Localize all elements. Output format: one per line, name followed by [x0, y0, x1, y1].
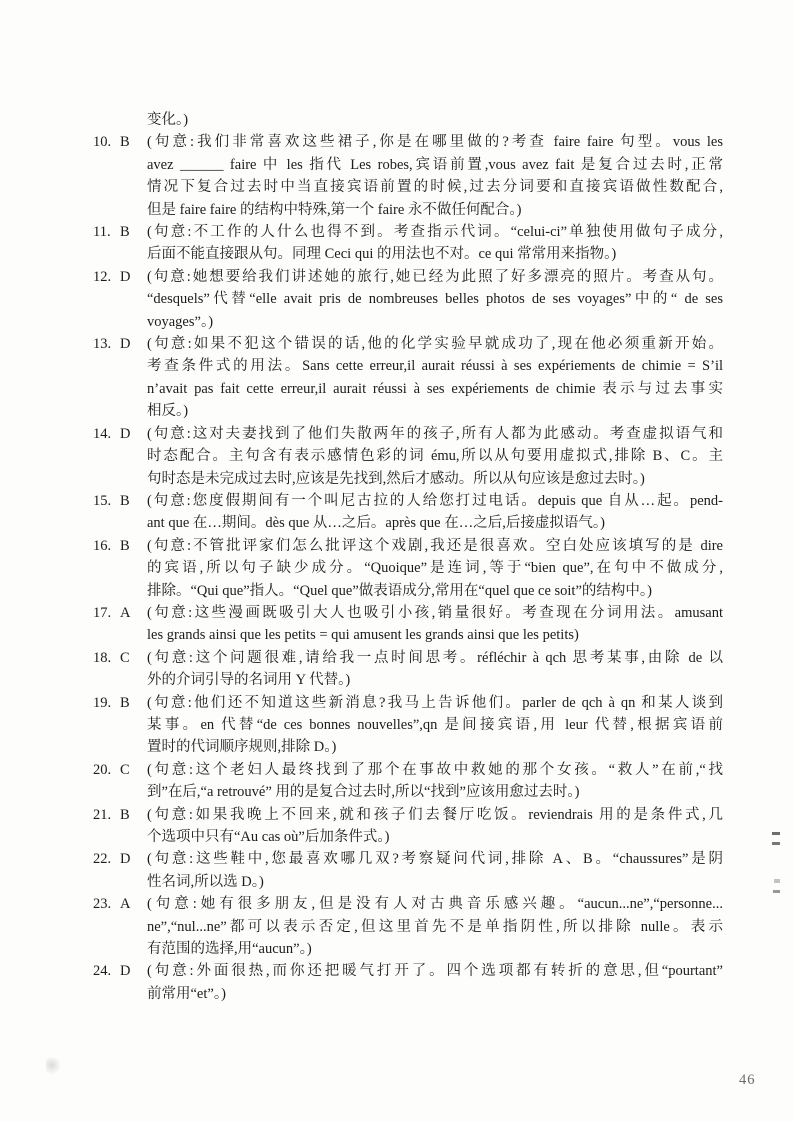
answer-letter: A	[120, 604, 131, 621]
question-number: 11.	[93, 224, 111, 241]
answer-letter: D	[120, 425, 131, 442]
explanation-line: 相反。)	[147, 403, 189, 420]
answer-letter: D	[120, 268, 131, 285]
answer-letter: D	[120, 336, 131, 353]
explanation-line: 时态配合。主句含有表示感情色彩的词 ému,所以从句要用虚拟式,排除 B、C。主	[147, 448, 723, 465]
answer-item-explanation	[147, 692, 723, 759]
explanation-line: 的宾语,所以句子缺少成分。“Quoique”是连词,等于“bien que”,在句中不做成分,	[147, 560, 723, 577]
explanation-line: 到”在后,“a retrouvé” 用的是复合过去时,所以“找到”应该用愈过去时。)	[147, 784, 580, 801]
answer-item-explanation	[147, 490, 723, 535]
question-number: 21.	[93, 806, 112, 823]
answer-item-label	[93, 131, 147, 153]
answer-item	[93, 960, 725, 1005]
answer-item-label	[93, 221, 147, 243]
answer-item	[93, 647, 725, 692]
scan-artifact-mark	[773, 890, 780, 893]
answer-item	[93, 131, 725, 221]
explanation-line: (句意:不工作的人什么也得不到。考查指示代词。“celui-ci”单独使用做句子成分,	[147, 224, 723, 241]
question-number: 10.	[93, 134, 112, 151]
answer-item-label	[93, 893, 147, 915]
answer-item-explanation	[147, 759, 723, 804]
explanation-line: 前常用“et”。)	[147, 985, 226, 1002]
explanation-line: (句意:她有很多朋友,但是没有人对古典音乐感兴趣。“aucun...ne”,“personne...	[147, 896, 723, 913]
explanation-line: ant que 在…期间。dès que 从…之后。après que 在…之后,后接虚拟语气。)	[147, 515, 605, 532]
answer-letter: B	[120, 492, 130, 509]
answer-item-label	[93, 759, 147, 781]
explanation-line: (句意:这些鞋中,您最喜欢哪几双?考察疑问代词,排除 A、B。“chaussures”是阴	[147, 851, 723, 868]
explanation-line: 但是 faire faire 的结构中特殊,第一个 faire 永不做任何配合。)	[147, 201, 522, 218]
explanation-line: 后面不能直接跟从句。同理 Ceci qui 的用法也不对。ce qui 常常用来指物。)	[147, 246, 617, 263]
answer-item-explanation	[147, 333, 723, 423]
explanation-line: 有范围的选择,用“aucun”。)	[147, 941, 312, 958]
explanation-line: (句意:这个问题很难,请给我一点时间思考。réfléchir à qch 思考某事,由除 de 以	[147, 649, 723, 666]
explanation-line: ne”,“nul...ne”都可以表示否定,但这里首先不是单指阴性,所以排除 nulle。表示	[147, 918, 723, 935]
scan-artifact-smudge	[46, 1058, 60, 1076]
question-number: 23.	[93, 896, 112, 913]
page-number: 46	[739, 1072, 756, 1088]
question-number: 15.	[93, 492, 112, 509]
explanation-line: (句意:这个老妇人最终找到了那个在事故中救她的那个女孩。“救人”在前,“找	[147, 761, 723, 778]
explanation-line: (句意:外面很热,而你还把暖气打开了。四个选项都有转折的意思,但“pourtant”	[147, 963, 723, 980]
answer-letter: B	[120, 224, 130, 241]
answer-item-label	[93, 535, 147, 557]
answer-item-label	[93, 266, 147, 288]
answer-item-explanation	[147, 266, 723, 333]
answer-item-explanation	[147, 423, 723, 490]
question-number: 24.	[93, 963, 112, 980]
explanation-line: 个选项中只有“Au cas où”后加条件式。)	[147, 829, 390, 845]
answer-item-explanation	[147, 221, 723, 266]
question-number: 22.	[93, 851, 112, 868]
answer-item	[93, 893, 725, 960]
explanation-line: (句意:这对夫妻找到了他们失散两年的孩子,所有人都为此感动。考查虚拟语气和	[147, 425, 723, 442]
answer-letter: B	[120, 694, 130, 711]
answer-item-label	[93, 647, 147, 669]
answer-item-label	[93, 692, 147, 714]
question-number: 19.	[93, 694, 112, 711]
explanation-line: (句意:不管批评家们怎么批评这个戏剧,我还是很喜欢。空白处应该填写的是 dire	[147, 537, 723, 554]
answer-letter: D	[120, 851, 131, 868]
explanation-line: 某事。en 代替“de ces bonnes nouvelles”,qn 是间接宾语,用 leur 代替,根据宾语前	[147, 716, 723, 733]
scan-artifact-mark	[772, 842, 780, 845]
explanation-line: (句意:我们非常喜欢这些裙子,你是在哪里做的?考查 faire faire 句型。vous les	[147, 134, 723, 151]
explanation-line: 排除。“Qui que”指人。“Quel que”做表语成分,常用在“quel que ce soit”的结构中。)	[147, 582, 652, 599]
answer-item-label	[93, 960, 147, 982]
explanation-line: 性名词,所以选 D。)	[147, 873, 264, 890]
explanation-line: voyages”。)	[147, 313, 214, 330]
answer-item-explanation	[147, 848, 723, 893]
answer-letter: D	[120, 963, 131, 980]
answer-item	[93, 759, 725, 804]
answer-item-label	[93, 490, 147, 512]
answer-letter: B	[120, 134, 130, 151]
answer-item-label	[93, 423, 147, 445]
answer-item-explanation	[147, 602, 723, 647]
answer-item-explanation	[147, 535, 723, 602]
scan-artifact-mark	[772, 832, 780, 835]
answer-item-label	[93, 333, 147, 355]
explanation-line: n’avait pas fait cette erreur,il aurait réussi à ses expériements de chimie 表示与过去事实	[147, 380, 723, 397]
scan-artifact-mark	[774, 879, 780, 883]
question-number: 12.	[93, 268, 112, 285]
explanation-line: 外的介词引导的名词用 Y 代替。)	[147, 672, 351, 689]
explanation-line: (句意:这些漫画既吸引大人也吸引小孩,销量很好。考查现在分词用法。amusant	[147, 604, 723, 621]
question-number: 20.	[93, 761, 112, 778]
answer-item-explanation	[147, 804, 723, 849]
explanation-line: 情况下复合过去时中当直接宾语前置的时候,过去分词要和直接宾语做性数配合,	[147, 179, 723, 196]
answer-item	[93, 602, 725, 647]
answer-letter: A	[120, 896, 131, 913]
question-number: 14.	[93, 425, 112, 442]
answer-letter: B	[120, 806, 130, 823]
explanation-line: (句意:他们还不知道这些新消息?我马上告诉他们。parler de qch à qn 和某人谈到	[147, 694, 723, 711]
answer-items-list	[93, 131, 725, 1005]
explanation-line: 考查条件式的用法。Sans cette erreur,il aurait réussi à ses expériements de chimie = S’il	[147, 358, 723, 375]
answer-item	[93, 333, 725, 423]
previous-item-continuation-text: 变化。)	[147, 112, 189, 128]
answer-item	[93, 423, 725, 490]
answer-item	[93, 804, 725, 849]
explanation-line: “desquels”代替“elle avait pris de nombreuses belles photos de ses voyages”中的“ de ses	[147, 291, 723, 308]
answer-letter: C	[120, 649, 130, 666]
question-number: 17.	[93, 604, 112, 621]
explanation-line: les grands ainsi que les petits = qui amusent les grands ainsi que les petits)	[147, 627, 579, 644]
answer-item-explanation	[147, 647, 723, 692]
question-number: 13.	[93, 336, 112, 353]
question-number: 16.	[93, 537, 112, 554]
answer-item	[93, 490, 725, 535]
answer-item	[93, 535, 725, 602]
answer-item-explanation	[147, 960, 723, 1005]
explanation-line: avez ______ faire 中 les 指代 Les robes,宾语前置,vous avez fait 是复合过去时,正常	[147, 156, 723, 173]
explanation-line: 句时态是未完成过去时,应该是先找到,然后才感动。所以从句应该是愈过去时。)	[147, 470, 645, 487]
answer-item	[93, 848, 725, 893]
explanation-line: 置时的代词顺序规则,排除 D。)	[147, 739, 337, 756]
answer-key-page	[93, 109, 725, 1005]
answer-item-label	[93, 848, 147, 870]
explanation-line: (句意:如果不犯这个错误的话,他的化学实验早就成功了,现在他必须重新开始。	[147, 336, 723, 353]
explanation-line: (句意:您度假期间有一个叫尼古拉的人给您打过电话。depuis que 自从…起。pend-	[147, 492, 723, 509]
answer-item	[93, 266, 725, 333]
answer-letter: B	[120, 537, 130, 554]
answer-item-explanation	[147, 893, 723, 960]
question-number: 18.	[93, 649, 112, 666]
answer-item-label	[93, 804, 147, 826]
answer-item-label	[93, 602, 147, 624]
answer-letter: C	[120, 761, 130, 778]
answer-item-explanation	[147, 131, 723, 221]
explanation-line: (句意:她想要给我们讲述她的旅行,她已经为此照了好多漂亮的照片。考查从句。	[147, 268, 723, 285]
answer-item	[93, 692, 725, 759]
explanation-line: (句意:如果我晚上不回来,就和孩子们去餐厅吃饭。reviendrais 用的是条件式,几	[147, 806, 723, 823]
answer-item	[93, 221, 725, 266]
